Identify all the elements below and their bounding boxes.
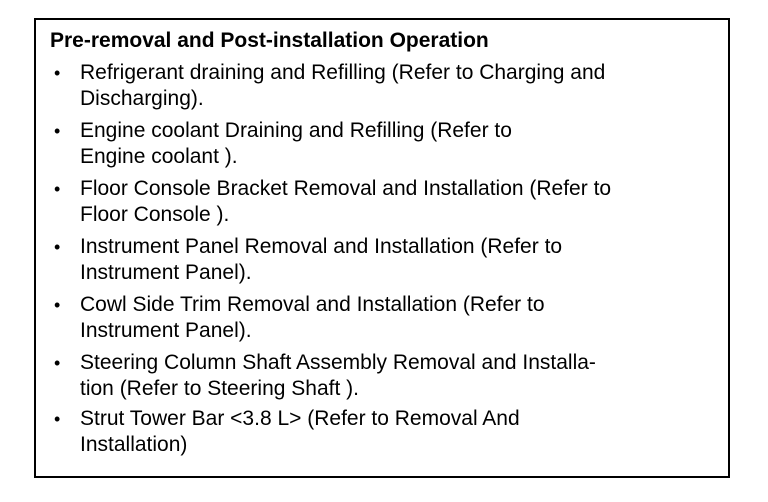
bullet-icon: • bbox=[54, 121, 61, 141]
list-item-line: Steering Column Shaft Assembly Removal and Installa- bbox=[80, 351, 596, 374]
list-item-line: Installation) bbox=[80, 433, 188, 456]
list-item-line: Engine coolant ). bbox=[80, 145, 238, 168]
list-item-line: Floor Console Bracket Removal and Installation (Refer to bbox=[80, 177, 612, 200]
list-item-line: Cowl Side Trim Removal and Installation (Refer to bbox=[80, 293, 545, 316]
bullet-icon: • bbox=[54, 237, 61, 257]
bullet-icon: • bbox=[54, 409, 61, 429]
list-item-line: tion (Refer to Steering Shaft ). bbox=[80, 377, 359, 400]
bullet-icon: • bbox=[54, 295, 61, 315]
section-heading: Pre-removal and Post-installation Operation bbox=[50, 29, 489, 52]
list-item-line: Instrument Panel). bbox=[80, 319, 252, 342]
bullet-icon: • bbox=[54, 63, 61, 83]
list-item-line: Instrument Panel Removal and Installation (Refer to bbox=[80, 235, 563, 258]
list-item-line: Strut Tower Bar <3.8 L> (Refer to Removal And bbox=[80, 407, 520, 430]
list-item-line: Refrigerant draining and Refilling (Refer to Charging and bbox=[80, 61, 606, 84]
list-item-line: Engine coolant Draining and Refilling (Refer to bbox=[80, 119, 512, 142]
list-item-line: Instrument Panel). bbox=[80, 261, 252, 284]
bullet-icon: • bbox=[54, 353, 61, 373]
bullet-icon: • bbox=[54, 179, 61, 199]
list-item-line: Floor Console ). bbox=[80, 203, 230, 226]
list-item-line: Discharging). bbox=[80, 87, 204, 110]
